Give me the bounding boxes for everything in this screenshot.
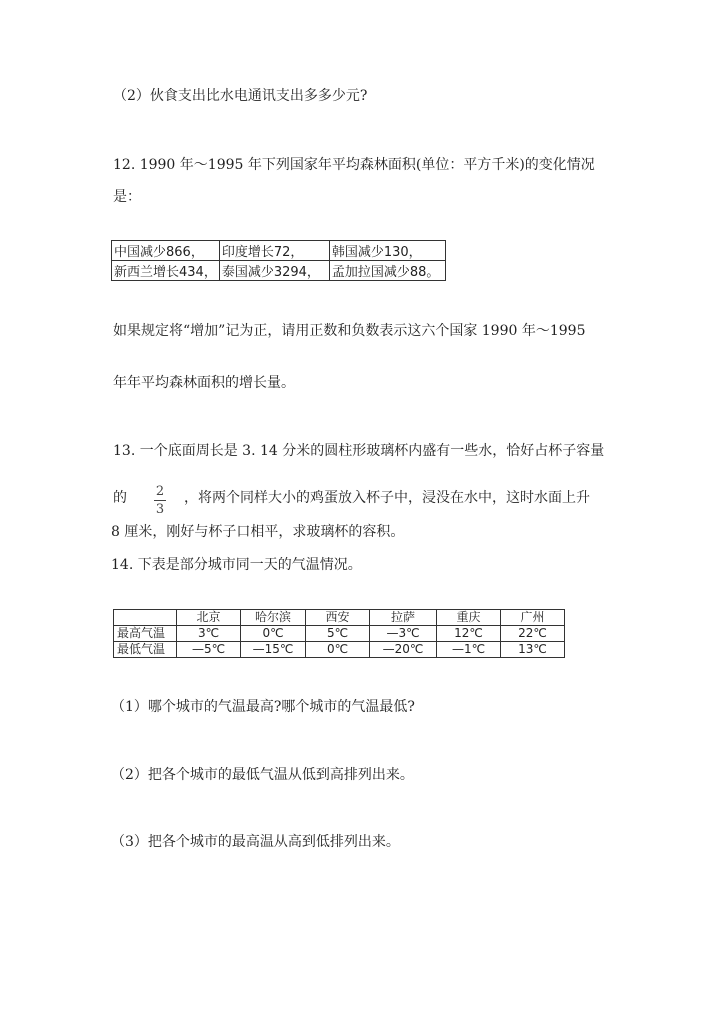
q14-sub3: （3）把各个城市的最高温从高到低排列出来。: [111, 834, 400, 850]
table-cell: 5℃: [306, 626, 370, 642]
table-cell: 0℃: [306, 642, 370, 658]
fraction-denominator: 3: [155, 502, 165, 517]
q14-sub2: （2）把各个城市的最低气温从低到高排列出来。: [111, 767, 414, 783]
table-cell: 印度增长72，: [219, 241, 329, 261]
q12-after-line2: 年年平均森林面积的增长量。: [113, 375, 295, 391]
table-cell: —1℃: [437, 642, 501, 658]
table-cell: 0℃: [241, 626, 306, 642]
table-cell: 12℃: [437, 626, 501, 642]
temperature-table: [113, 609, 565, 658]
table-row: [112, 241, 446, 261]
q12-text-line1: 12. 1990 年～1995 年下列国家年平均森林面积(单位：平方千米)的变化情况: [113, 157, 595, 173]
table-row: [114, 626, 565, 642]
table-row: [114, 642, 565, 658]
fraction-two-thirds: [150, 484, 170, 517]
table-header-cell: 广州: [501, 610, 565, 626]
q13-text-line1: 13. 一个底面周长是 3. 14 分米的圆柱形玻璃杯内盛有一些水，恰好占杯子容量: [113, 443, 605, 459]
table-cell: 新西兰增长434，: [112, 261, 220, 281]
table-header-cell: 重庆: [437, 610, 501, 626]
table-cell: —15℃: [241, 642, 306, 658]
table-header-cell: 北京: [177, 610, 241, 626]
row-label: 最低气温: [114, 642, 177, 658]
table-header-cell: 哈尔滨: [241, 610, 306, 626]
q14-intro: 14. 下表是部分城市同一天的气温情况。: [111, 557, 362, 573]
table-cell: 孟加拉国减少88。: [329, 261, 445, 281]
table-cell: 3℃: [177, 626, 241, 642]
table-row: [112, 261, 446, 281]
table-cell: —3℃: [370, 626, 437, 642]
table-cell: 中国减少866，: [112, 241, 220, 261]
q13-text-line3: 8 厘米，刚好与杯子口相平，求玻璃杯的容积。: [111, 524, 405, 540]
forest-change-table: [111, 240, 446, 281]
q11-sub2-text: （2）伙食支出比水电通讯支出多多少元?: [113, 88, 368, 104]
fraction-numerator: 2: [155, 484, 165, 499]
table-corner-cell: [114, 610, 177, 626]
table-cell: 韩国减少130，: [329, 241, 445, 261]
table-cell: 13℃: [501, 642, 565, 658]
q12-after-line1: 如果规定将“增加”记为正，请用正数和负数表示这六个国家 1990 年～1995: [113, 323, 586, 339]
q13-text-line2-post: ，将两个同样大小的鸡蛋放入杯子中，浸没在水中，这时水面上升: [184, 490, 590, 506]
fraction-bar: [154, 500, 166, 501]
table-cell: —20℃: [370, 642, 437, 658]
table-header-row: [114, 610, 565, 626]
table-cell: —5℃: [177, 642, 241, 658]
q14-sub1: （1）哪个城市的气温最高?哪个城市的气温最低?: [111, 699, 415, 715]
table-cell: 泰国减少3294，: [219, 261, 329, 281]
table-header-cell: 西安: [306, 610, 370, 626]
table-cell: 22℃: [501, 626, 565, 642]
q12-text-line2: 是：: [113, 189, 141, 205]
q13-text-line2-pre: 的: [113, 490, 127, 506]
row-label: 最高气温: [114, 626, 177, 642]
table-header-cell: 拉萨: [370, 610, 437, 626]
